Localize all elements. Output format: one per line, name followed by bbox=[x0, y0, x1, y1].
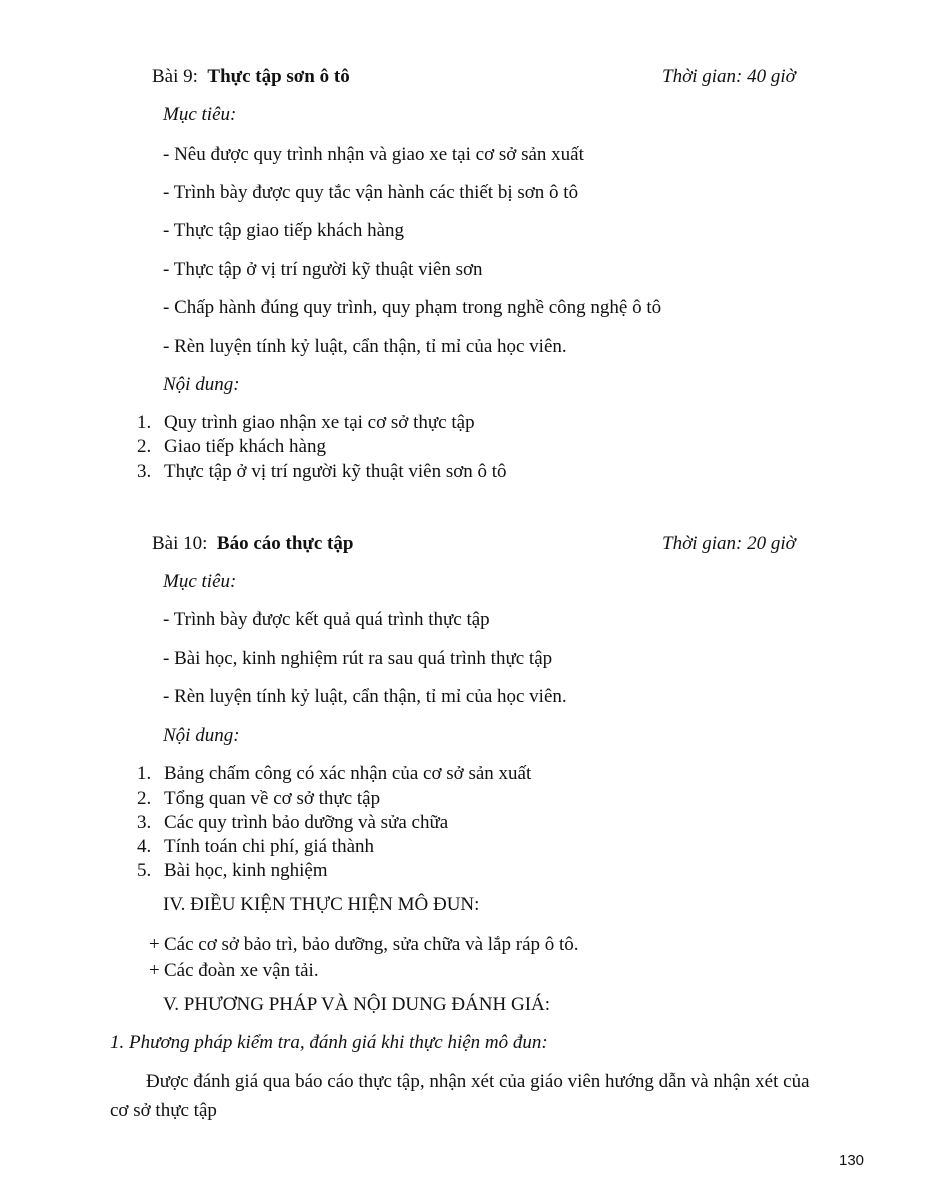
list-number: 2. bbox=[137, 788, 152, 809]
lesson10-objectives-label: Mục tiêu: bbox=[163, 571, 237, 592]
list-number: 4. bbox=[137, 836, 152, 857]
list-item bbox=[0, 436, 927, 460]
list-text: Bảng chấm công có xác nhận của cơ sở sản xuất bbox=[164, 763, 532, 784]
list-number: 2. bbox=[137, 436, 152, 457]
section4-heading: IV. ĐIỀU KIỆN THỰC HIỆN MÔ ĐUN: bbox=[163, 894, 480, 915]
list-item bbox=[0, 763, 927, 787]
list-item bbox=[0, 788, 927, 812]
objective-item: - Rèn luyện tính kỷ luật, cẩn thận, tỉ mỉ của học viên. bbox=[163, 336, 567, 357]
objective-item: - Trình bày được quy tắc vận hành các thiết bị sơn ô tô bbox=[163, 182, 579, 203]
lesson10-time: Thời gian: 20 giờ bbox=[662, 533, 796, 554]
lesson10-title: Báo cáo thực tập bbox=[216, 533, 354, 554]
list-item bbox=[0, 461, 927, 485]
list-number: 1. bbox=[137, 763, 152, 784]
list-item bbox=[0, 812, 927, 836]
objective-item: - Thực tập giao tiếp khách hàng bbox=[163, 220, 405, 241]
list-text: Các quy trình bảo dưỡng và sửa chữa bbox=[164, 812, 449, 833]
list-number: 1. bbox=[137, 412, 152, 433]
objective-item: - Rèn luyện tính kỷ luật, cẩn thận, tỉ mỉ của học viên. bbox=[163, 686, 567, 707]
objective-item: - Nêu được quy trình nhận và giao xe tại cơ sở sản xuất bbox=[163, 144, 584, 165]
bullet-item bbox=[0, 934, 927, 958]
lesson10-prefix: Bài 10: bbox=[152, 533, 208, 554]
page-number: 130 bbox=[839, 1152, 865, 1169]
bullet-item bbox=[0, 960, 927, 984]
list-item bbox=[0, 860, 927, 884]
objective-item: - Chấp hành đúng quy trình, quy phạm trong nghề công nghệ ô tô bbox=[163, 297, 662, 318]
lesson10-content-label: Nội dung: bbox=[163, 725, 240, 746]
section5-paragraph-line2: cơ sở thực tập bbox=[110, 1100, 217, 1121]
list-text: Bài học, kinh nghiệm bbox=[164, 860, 328, 881]
list-text: Thực tập ở vị trí người kỹ thuật viên sơn ô tô bbox=[164, 461, 507, 482]
list-item bbox=[0, 836, 927, 860]
list-item bbox=[0, 412, 927, 436]
section5-subheading: 1. Phương pháp kiểm tra, đánh giá khi thực hiện mô đun: bbox=[110, 1032, 548, 1053]
bullet-text: Các đoàn xe vận tải. bbox=[164, 960, 319, 981]
lesson9-time: Thời gian: 40 giờ bbox=[662, 66, 796, 87]
list-text: Tính toán chi phí, giá thành bbox=[164, 836, 375, 857]
bullet-text: Các cơ sở bảo trì, bảo dưỡng, sửa chữa và lắp ráp ô tô. bbox=[164, 934, 579, 955]
lesson9-content-label: Nội dung: bbox=[163, 374, 240, 395]
list-number: 5. bbox=[137, 860, 152, 881]
objective-item: - Thực tập ở vị trí người kỹ thuật viên sơn bbox=[163, 259, 483, 280]
section5-paragraph-line1: Được đánh giá qua báo cáo thực tập, nhận xét của giáo viên hướng dẫn và nhận xét của bbox=[146, 1071, 810, 1092]
objective-item: - Bài học, kinh nghiệm rút ra sau quá trình thực tập bbox=[163, 648, 553, 669]
lesson9-prefix: Bài 9: bbox=[152, 66, 198, 87]
list-text: Tổng quan về cơ sở thực tập bbox=[164, 788, 381, 809]
list-text: Giao tiếp khách hàng bbox=[164, 436, 326, 457]
list-number: 3. bbox=[137, 461, 152, 482]
lesson9-objectives-label: Mục tiêu: bbox=[163, 104, 237, 125]
lesson9-title: Thực tập sơn ô tô bbox=[207, 66, 350, 87]
list-text: Quy trình giao nhận xe tại cơ sở thực tập bbox=[164, 412, 475, 433]
lesson9-heading bbox=[152, 66, 350, 89]
plus-bullet: + bbox=[149, 960, 160, 981]
plus-bullet: + bbox=[149, 934, 160, 955]
objective-item: - Trình bày được kết quả quá trình thực tập bbox=[163, 609, 490, 630]
list-number: 3. bbox=[137, 812, 152, 833]
section5-heading: V. PHƯƠNG PHÁP VÀ NỘI DUNG ĐÁNH GIÁ: bbox=[163, 994, 551, 1015]
lesson10-heading bbox=[152, 533, 353, 556]
